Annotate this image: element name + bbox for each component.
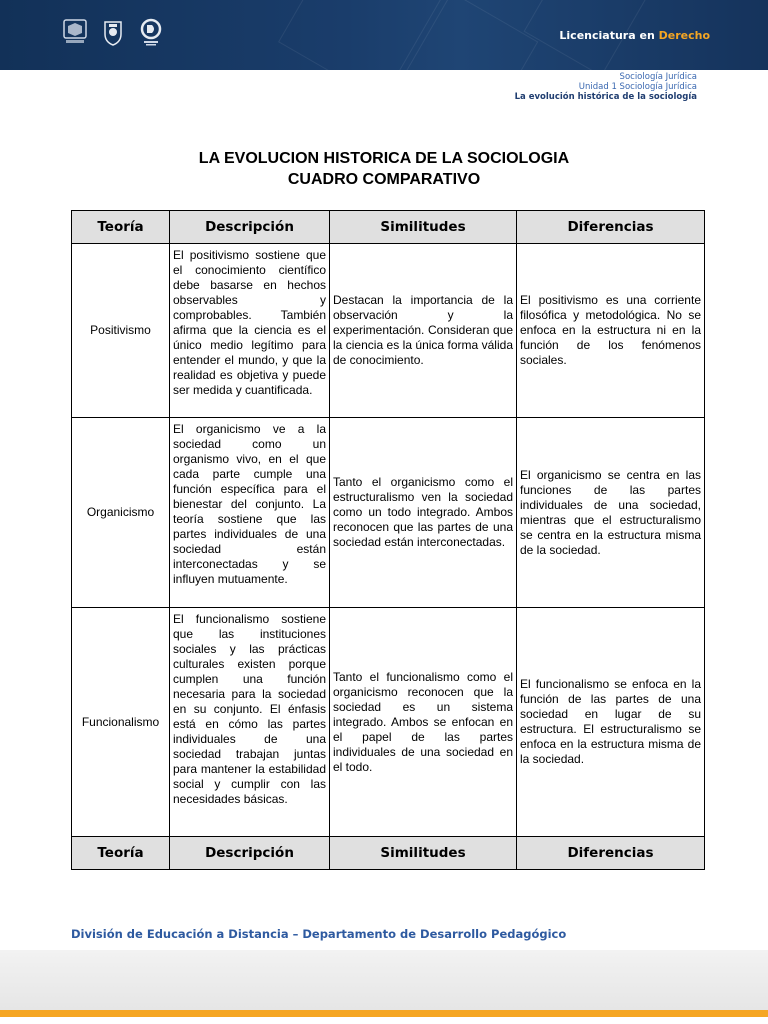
footer-description: Descripción	[170, 837, 330, 870]
table-row	[72, 608, 705, 837]
footer-band	[0, 950, 768, 1010]
header-theory: Teoría	[72, 211, 170, 244]
header-similarities: Similitudes	[330, 211, 517, 244]
unam-seal-icon	[62, 18, 88, 48]
breadcrumb	[515, 72, 697, 102]
footer-text: División de Educación a Distancia – Departamento de Desarrollo Pedagógico	[71, 927, 567, 941]
header-differences: Diferencias	[517, 211, 705, 244]
breadcrumb-topic: La evolución histórica de la sociología	[514, 92, 697, 102]
table-row	[72, 244, 705, 418]
differences-cell: El positivismo es una corriente filosófica y metodológica. No se enfoca en la estructura ni en la función de los fenómenos sociales.	[517, 244, 705, 418]
differences-cell: El organicismo se centra en las funciones de las partes individuales de una sociedad, mientras que el estructuralismo se centra en la estructura misma de la sociedad.	[517, 418, 705, 608]
page-title-line2: CUADRO COMPARATIVO	[287, 171, 481, 188]
description-cell: El organicismo ve a la sociedad como un organismo vivo, en el que cada parte cumple una función específica para el bienestar del conjunto. La teoría sostiene que las partes individuales de una sociedad están interconectadas y se influyen mutuamente.	[170, 418, 330, 608]
comparison-table	[71, 210, 705, 870]
footer-differences: Diferencias	[517, 837, 705, 870]
page-title-line1: LA EVOLUCION HISTORICA DE LA SOCIOLOGIA	[198, 150, 570, 167]
table-header-row	[72, 211, 705, 244]
footer-theory: Teoría	[72, 837, 170, 870]
breadcrumb-unit: Unidad 1 Sociología Jurídica	[578, 82, 697, 92]
similarities-cell: Tanto el organicismo como el estructuralismo ven la sociedad como un todo integrado. Ambos reconocen que las partes de una sociedad están interconectadas.	[330, 418, 517, 608]
program-prefix: Licenciatura en	[559, 29, 659, 42]
breadcrumb-subject: Sociología Jurídica	[619, 72, 697, 82]
similarities-cell: Destacan la importancia de la observación y la experimentación. Consideran que la ciencia es la única forma válida de conocimiento.	[330, 244, 517, 418]
header-description: Descripción	[170, 211, 330, 244]
theory-cell: Organicismo	[72, 418, 170, 608]
header-banner	[0, 0, 768, 70]
table-footer-row	[72, 837, 705, 870]
footer-accent-line	[0, 1010, 768, 1017]
fes-seal-icon	[100, 18, 126, 48]
program-title	[559, 29, 710, 42]
program-highlight: Derecho	[658, 29, 710, 42]
page-title	[0, 148, 768, 190]
description-cell: El funcionalismo sostiene que las instituciones sociales y las prácticas culturales existen porque cumplen una función necesaria para la sociedad en su conjunto. El énfasis está en cómo las partes individuales de una sociedad trabajan juntas para mantener la estabilidad social y cumplir con las necesidades básicas.	[170, 608, 330, 837]
differences-cell: El funcionalismo se enfoca en la función de las partes de una sociedad en lugar de su estructura. El estructuralismo se enfoca en la estructura misma de la sociedad.	[517, 608, 705, 837]
description-cell: El positivismo sostiene que el conocimiento científico debe basarse en hechos observables y comprobables. También afirma que la ciencia es el único medio legítimo para entender el mundo, y que la realidad es objetiva y puede ser medida y cuantificada.	[170, 244, 330, 418]
similarities-cell: Tanto el funcionalismo como el organicismo reconocen que la sociedad es un sistema integrado. Ambos se enfocan en el papel de las partes individuales de una sociedad en el todo.	[330, 608, 517, 837]
theory-cell: Positivismo	[72, 244, 170, 418]
institution-logos	[62, 18, 164, 48]
theory-cell: Funcionalismo	[72, 608, 170, 837]
suayed-logo-icon	[138, 18, 164, 48]
footer-similarities: Similitudes	[330, 837, 517, 870]
table-row	[72, 418, 705, 608]
